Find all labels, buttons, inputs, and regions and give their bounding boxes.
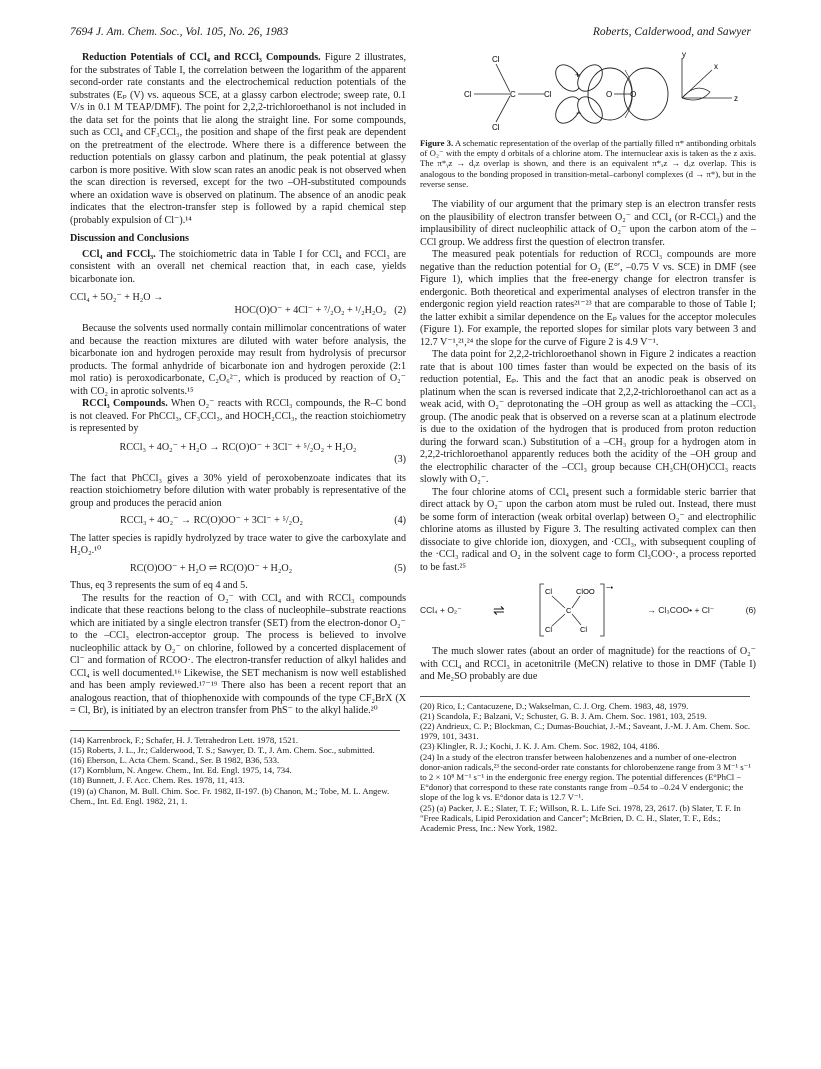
paragraph-set-mechanism: The results for the reaction of O₂⁻ with CCl₄ and with RCCl₃ compounds indicate that these reactions belong to the class of nucleophile–substrate reactions which are initiated by a single electron transfer (SET) from the electron-donor O₂⁻ to the –CCl₃ electron-acceptor group. The process is believed to involve nucleophilic attack by O₂⁻ on chlorine, followed by a concerted displacement of Cl⁻ and formation of RCOO·. The electron-transfer reduction of alkyl halides and CCl₄ is well documented.¹⁶ Likewise, the SET mechanism is now well established and has been amply reviewed.¹⁷⁻¹⁹ There also has been a recent report that an analogous reaction, that of thiophenoxide with compounds of the type CF₂BrX (X = Cl, Br), is initiated by an electron transfer from PhS⁻ to the alkyl halide.²⁰ xyxy=(70,592,406,716)
right-column xyxy=(420,52,756,833)
footnote: (21) Scandola, F.; Balzani, V.; Schuster, G. B. J. Am. Chem. Soc. 1981, 103, 2519. xyxy=(420,710,707,721)
figure-3-orbital-diagram xyxy=(420,52,756,134)
activated-complex xyxy=(536,582,616,638)
bond-line xyxy=(572,596,580,608)
footnote: (23) Klingler, R. J.; Kochi, J. K. J. Am. Chem. Soc. 1982, 104, 4186. xyxy=(420,741,660,752)
footnote: (14) Karrenbrock, F.; Schafer, H. J. Tetrahedron Lett. 1978, 1521. xyxy=(70,734,299,745)
paragraph-peroxobenzoate: The fact that PhCCl₃ gives a 30% yield of peroxobenzoate indicates that its reaction stoichiometry before dilution with water probably is representative of the group and produces the peracid anion xyxy=(70,472,406,509)
figure-3-caption: Figure 3. A schematic representation of the overlap of the partially filled π* antibonding orbitals of O₂⁻ with the empty d orbitals of a chlorine atom. The internuclear axis is taken as the z axis. The π*ᵧz → dᵧz overlap is shown, and there is an equivalent π*ₓz → dₓz overlap. This is analogous to the bonding proposed in transition-metal–carbonyl complexes (d → π*), but in the reverse sense. xyxy=(420,138,756,189)
complex-cl: Cl xyxy=(545,587,553,597)
phase-minus: − xyxy=(576,108,582,118)
bond-line xyxy=(572,614,581,625)
footnote: (18) Bunnett, J. F. Acc. Chem. Res. 1978, 11, 413. xyxy=(70,775,245,786)
equation-2: CCl₄ + 5O₂⁻ + H₂O → HOC(O)O⁻ + 4Cl⁻ + ⁷/₂O₂ + ¹/₂H₂O₂ (2) xyxy=(70,292,406,316)
footnote: (17) Kornblum, N. Angew. Chem., Int. Ed. Engl. 1975, 14, 734. xyxy=(70,765,292,776)
section-heading: Discussion and Conclusions xyxy=(70,233,189,244)
footnote-rule xyxy=(420,696,750,697)
equation-5: RC(O)OO⁻ + H₂O ⇌ RC(O)O⁻ + H₂O₂ (5) xyxy=(130,562,406,574)
running-header-journal: 7694 J. Am. Chem. Soc., Vol. 105, No. 26, 1983 xyxy=(70,26,289,38)
label-cl-orbital: Cl xyxy=(544,90,552,99)
footnote: (25) (a) Packer, J. E.; Slater, T. F.; Willson, R. L. Life Sci. 1978, 23, 2617. (b) Slater, T. F. In "Free Radicals, Lipid Peroxidation and Cancer"; McBrien, D. C. H., Slater, T. F., Eds.; Academic Press, Inc.: New York, 1982. xyxy=(420,802,741,833)
label-cl-bottom: Cl xyxy=(492,123,500,132)
equation-3: RCCl₃ + 4O₂⁻ + H₂O → RC(O)O⁻ + 3Cl⁻ + ⁵/₂O₂ + H₂O₂ (3) xyxy=(119,441,406,465)
paragraph-trichloroethanol: The data point for 2,2,2-trichloroethanol shown in Figure 2 indicates a reaction rate that is about 100 times faster than would be expected on the basis of its reduction potential, Eₚ. This and the fact that an anodic peak is observed on platinum when the scan is reversed indicate that 2,2,2-trichloroethanol can act as a weak acid, with O₂⁻ deprotonating the –OH group as well as attacking the –CCl₃ group. (The anodic peak that is observed on a reverse scan at a platinum electrode is due to the oxidation of the hydrogen that is produced from proton reduction during the forward scan.) Substitution of a –CH₃ group for a hydrogen atom in 2,2,2-trichloroethanol apparently reduces both the acidity of the –OH group and the electrophilic character of the –CCl₃ group because CH₃CH(OH)CCl₃ reacts slowly with O₂⁻. xyxy=(420,349,756,486)
axis-y-label: y xyxy=(682,52,686,59)
paragraph-ccl4-fccl3: CCl₄ and FCCl₃. The stoichiometric data in Table I for CCl₄ and FCCl₃ are consistent with an overall net chemical reaction that, in each case, yields bicarbonate ion. xyxy=(70,248,406,285)
complex-c: C xyxy=(566,606,572,616)
footnote: (22) Andrieux, C. P.; Blockman, C.; Dumas-Bouchiat, J.-M.; Saveant, J.-M. J. Am. Chem. Soc. 1979, 101, 3431. xyxy=(420,720,751,742)
paragraph-hydrolyzed: The latter species is rapidly hydrolyzed by trace water to give the carboxylate and H₂O₂.¹⁰ xyxy=(70,532,406,556)
paragraph-viability: The viability of our argument that the primary step is an electron transfer rests on the plausibility of electron transfer between O₂⁻ and CCl₄ (or R-CCl₃) and the implausibility of direct nucleophilic attack of O₂⁻ upon the carbon atom of the –CCl group. We address first the question of electron transfer. xyxy=(420,199,756,248)
bond-line xyxy=(552,614,565,626)
bracket-left xyxy=(540,584,544,636)
equation-6: CCl₄ + O₂⁻ ⇌ Cl ClOO C Cl Cl −• → Cl₃COO• + Cl⁻ (6) xyxy=(420,582,756,638)
complex-cl: Cl xyxy=(580,625,588,635)
footnotes-right xyxy=(420,701,756,834)
orbital-overlap-diagram xyxy=(420,52,756,134)
left-column xyxy=(70,52,406,806)
paragraph-hydrolysis: Because the solvents used normally contain millimolar concentrations of water and because the reaction mixtures are diluted with water before analysis, the bicarbonate ion and hydrogen peroxide may result from hydrolysis of precursor products. The formal anhydride of bicarbonate ion and hydrogen peroxide (2:1 mol ratio) is peroxodicarbonate, C₂O₆²⁻, which is produced by reaction of O₂⁻ with CO₂ in aprotic solvents.¹⁵ xyxy=(70,323,406,397)
footnote: (19) (a) Chanon, M. Bull. Chim. Soc. Fr. 1982, II-197. (b) Chanon, M.; Tobe, M. L. Angew. Chem., Int. Ed. Engl. 1982, 21, 1. xyxy=(70,785,390,806)
complex-charge: −• xyxy=(606,583,614,593)
paragraph-slower-rates: The much slower rates (about an order of magnitude) for the reactions of O₂⁻ with CCl₄ and RCCl₃ in acetonitrile (MeCN) relative to those in DMF (Table I) and Me₂SO probably are due xyxy=(420,646,756,683)
axis-z-label: z xyxy=(734,94,738,103)
bracket-right xyxy=(600,584,604,636)
label-cl-left: Cl xyxy=(464,90,472,99)
paragraph-rccl3: RCCl₃ Compounds. When O₂⁻ reacts with RCCl₃ compounds, the R–C bond is not cleaved. For PhCCl₃, CF₃CCl₃, and HOCH₂CCl₃, the reaction stoichiometry is represented by xyxy=(70,398,407,434)
paragraph-reduction-potentials: Reduction Potentials of CCl₄ and RCCl₃ Compounds. Figure 2 illustrates, for the substrates of Table I, the correlation between the logarithm of the apparent second-order rate constants and the electrochemical reduction potentials of the substrates (Eₚ (V) vs. aqueous SCE, at a glassy carbon electrode; sweep rate, 0.1 V/s in 0.1 M TEAP/DMF). The point for 2,2,2-trichloroethanol is not included in the data set for the points that lie along the straight line. For some compounds, such as CCl₄ and CF₃CCl₃, the position and shape of the first peak are dependent on the pretreatment of the electrode. Where there is a difference between the reduction potentials on glassy carbon and platinum, the peak potential at glassy carbon is more positive. With slow scan rates an anodic peak is not observed when the scan direction is reversed, except for the two –OH-substituted compounds where an oxidation wave is observed on platinum. The absence of an anodic peak indicates that the electron-transfer step is followed by a rapid chemical step (probably expulsion of Cl⁻).¹⁴ xyxy=(70,52,406,226)
footnotes-left xyxy=(70,735,406,806)
footnote-rule xyxy=(70,730,400,731)
footnote: (20) Rico, I.; Cantacuzene, D.; Wakselman, C. J. Org. Chem. 1983, 48, 1979. xyxy=(420,700,689,711)
equation-4: RCCl₃ + 4O₂⁻ → RC(O)OO⁻ + 3Cl⁻ + ⁵/₂O₂ (4) xyxy=(120,515,406,526)
label-c: C xyxy=(510,90,516,99)
paragraph-sum: Thus, eq 3 represents the sum of eq 4 and 5. xyxy=(70,580,248,591)
bond-line xyxy=(496,96,510,122)
footnote: (16) Eberson, L. Acta Chem. Scand., Ser. B 1982, B36, 533. xyxy=(70,754,280,765)
footnote: (15) Roberts, J. L., Jr.; Calderwood, T. S.; Sawyer, D. T., J. Am. Chem. Soc., submitted. xyxy=(70,744,375,755)
bond-line xyxy=(496,64,510,92)
complex-cloo: ClOO xyxy=(576,587,595,597)
axis-x-label: x xyxy=(714,62,718,71)
running-header-authors: Roberts, Calderwood, and Sawyer xyxy=(592,26,751,38)
phase-plus: + xyxy=(575,70,581,80)
label-o2: O xyxy=(630,90,637,99)
paragraph-peak-potentials: The measured peak potentials for reduction of RCCl₃ compounds are more negative than the reduction potential for O₂ (E°′, –0.75 V vs. SCE) in DMF (see Figure 1), which implies that the free-energy change for electron transfer is endergonic. Both theoretical and experimental analyses of electron transfer in the endergonic region yield reaction rates²¹⁻²³ that are comparable to those of Table I; the latter exhibit a similar dependence on the Eₚ values for the acceptor molecules (Figure 1). For example, the reported slopes for similar plots vary between 3 and 12.7 V⁻¹,²¹,²⁴ the slope for the curve of Figure 2 is 4.9 V⁻¹. xyxy=(420,249,756,348)
footnote: (24) In a study of the electron transfer between halobenzenes and a number of one-electron donor-anion radicals,²³ the second-order rate constants for chlorobenzene range from 3 M⁻¹ s⁻¹ to 2 × 10⁸ M⁻¹ s⁻¹ in the endergonic free energy region. The potential differences (E°PhCl − E°donor) that correspond to these rate constants range from –0.54 to –0.24 V endergonic; the slope of the log k vs. E°donor data is 12.7 V⁻¹. xyxy=(420,751,751,803)
complex-cl: Cl xyxy=(545,625,553,635)
label-o1: O xyxy=(606,90,613,99)
bond-line xyxy=(552,596,565,608)
label-cl-top: Cl xyxy=(492,55,500,64)
paragraph-steric-barrier: The four chlorine atoms of CCl₄ present such a formidable steric barrier that direct attack by O₂⁻ upon the carbon atom must be ruled out. Instead, there must be some form of interaction (weak orbital overlap) between O₂⁻ and electrophilic chlorine atoms as illusted by Figure 3. The resulting activated complex can then dissociate to give chloride ion, dioxygen, and ·CCl₃, with subsequent coupling of the ·CCl₃ radical and O₂ in the solvent cage to form Cl₃COO·, a process reported to be fast.²⁵ xyxy=(420,486,756,573)
runin-heading: Reduction Potentials of CCl₄ and RCCl₃ Compounds. xyxy=(82,52,321,63)
